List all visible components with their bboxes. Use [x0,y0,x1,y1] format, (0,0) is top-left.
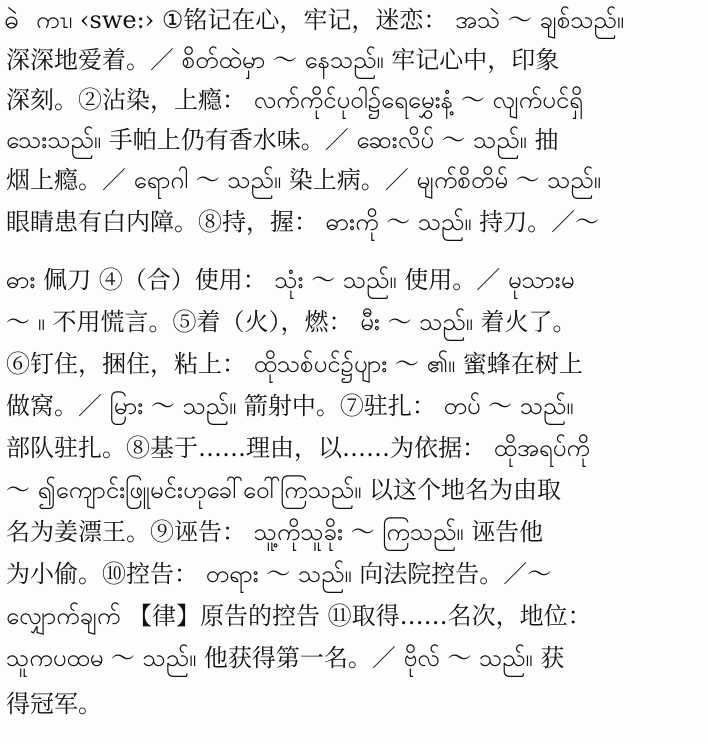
entry-line-8: ～ ။ 不用慌言。⑤着（火），燃： မီး ～ သည်။ 着火了。 [6,308,577,336]
headword: ဓဲ [4,5,19,35]
entry-line-3: 深刻。②沾染，上瘾： လက်ကိုင်ပုဝါ၌ရေမွှေးနံ့ ～ လျက်ပင်ရှိ [6,86,583,114]
entry-line-12: ～ ၍ကျောင်းဖြူမင်းဟုခေါ်ဝေါ်ကြသည်။ 以这个地名为由取 [6,476,561,504]
entry-line-9: ⑥钉住，捆住，粘上： ထိုသစ်ပင်၌ပျား ～ ၏။ 蜜蜂在树上 [6,350,583,378]
entry-line-14: 为小偷。⑩控告： တရား ～ သည်။ 向法院控告。／～ [6,560,552,588]
entry-line-2: 深深地爱着。／ စိတ်ထဲမှာ ～ နေသည်။ 牢记心中，印象 [6,46,560,74]
entry-line-17: 得冠军。 [6,690,102,718]
entry-line-7: ဓား 佩刀 ④（合）使用： သုံး ～ သည်။ 使用。／ မုသားမ [6,266,575,294]
entry-line-5: 烟上瘾。／ ရောဂါ ～ သည်။ 染上病。／ မျက်စိတိမ် ～ သည်။ [6,166,601,194]
entry-line-13: 名为姜漂王。⑨诬告： သူ့ကိုသူခိုး ～ ကြသည်။ 诬告他 [6,518,544,546]
entry-line-15: လျှောက်ချက် 【律】原告的控告 ⑪取得……名次，地位： [6,602,592,630]
entry-line-10: 做窝。／ မြား ～ သည်။ 箭射中。⑦驻扎： တပ် ～ သည်။ [6,392,574,420]
entry-line-6: 眼睛患有白内障。⑧持，握： ဓားကို ～ သည်။ 持刀。／～ [6,208,600,236]
entry-line-1: ကၤ‌၊ ‹swe:› ①铭记在心，牢记，迷恋： အသဲ ～ ချစ်သည်။ [36,6,624,34]
entry-line-16: သူကပထမ ～ သည်။ 他获得第一名。／ ဗိုလ် ～ သည်။ 获 [6,644,565,672]
entry-line-11: 部队驻扎。⑧基于……理由，以……为依据： ထိုအရပ်ကို [6,434,590,462]
entry-line-4: သေးသည်။ 手帕上仍有香水味。／ ဆေးလိပ် ～ သည်။ 抽 [6,126,559,154]
